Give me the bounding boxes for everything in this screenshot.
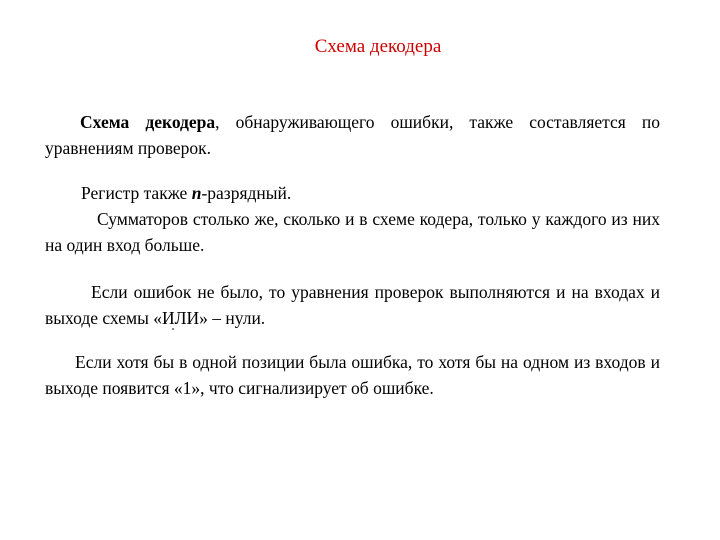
bold-term: Схема декодера	[80, 112, 216, 132]
paragraph-adders: Сумматоров столько же, сколько и в схеме кодера, только у каждого из них на один вход больше.	[45, 209, 660, 255]
paragraph-no-errors: Если ошибок не было, то уравнения проверок выполняются и на входах и выходе схемы «ИЛИ» – нули.	[45, 282, 660, 328]
paragraph-text: Регистр также	[81, 183, 192, 203]
paragraph-text: , обнаруживающего ошибки, также составляется по уравнениям проверок.	[45, 112, 661, 158]
stray-dot	[172, 328, 174, 330]
slide-title: Схема декодера	[314, 36, 442, 57]
paragraph-error-detected: Если хотя бы в одной позиции была ошибка, то хотя бы на одном из входов и выходе появится «1», что сигнализирует об ошибке.	[45, 352, 660, 398]
paragraph-register	[45, 180, 660, 206]
paragraph-decoder-scheme	[45, 109, 660, 161]
variable-n: n	[191, 183, 202, 203]
paragraph-text: -разрядный.	[201, 183, 292, 203]
